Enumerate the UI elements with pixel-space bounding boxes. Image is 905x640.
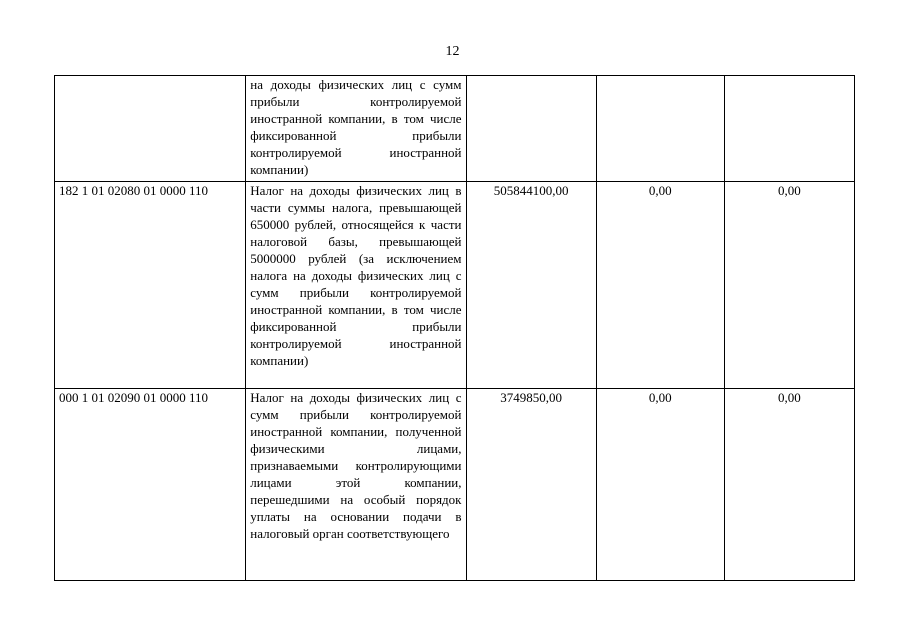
amount-cell-2: 0,00 <box>596 389 724 581</box>
budget-code-cell <box>55 76 246 182</box>
amount-cell-2 <box>596 76 724 182</box>
amount-cell-3: 0,00 <box>724 389 854 581</box>
budget-revenue-table <box>54 75 855 581</box>
amount-cell-3: 0,00 <box>724 182 854 389</box>
amount-cell-2: 0,00 <box>596 182 724 389</box>
amount-cell: 505844100,00 <box>466 182 596 389</box>
amount-cell: 3749850,00 <box>466 389 596 581</box>
budget-code-cell: 182 1 01 02080 01 0000 110 <box>55 182 246 389</box>
table-row <box>55 76 855 182</box>
amount-cell <box>466 76 596 182</box>
page-number: 12 <box>445 44 460 59</box>
table-row <box>55 182 855 389</box>
revenue-name-cell: на доходы физических лиц с сумм прибыли контролируемой иностранной компании, в том числе фиксированной прибыли контролируемой иностранной компании) <box>246 76 466 182</box>
revenue-name-cell: Налог на доходы физических лиц с сумм прибыли контролируемой иностранной компании, полученной физическими лицами, признаваемыми контролирующими лицами этой компании, перешедшими на особый порядок уплаты на основании подачи в налоговый орган соответствующего <box>246 389 466 581</box>
table-row <box>55 389 855 581</box>
revenue-name-cell: Налог на доходы физических лиц в части суммы налога, превышающей 650000 рублей, относящейся к части налоговой базы, превышающей 5000000 рублей (за исключением налога на доходы физических лиц с сумм прибыли контролируемой иностранной компании, в том числе фиксированной прибыли контролируемой иностранной компании) <box>246 182 466 389</box>
amount-cell-3 <box>724 76 854 182</box>
budget-code-cell: 000 1 01 02090 01 0000 110 <box>55 389 246 581</box>
